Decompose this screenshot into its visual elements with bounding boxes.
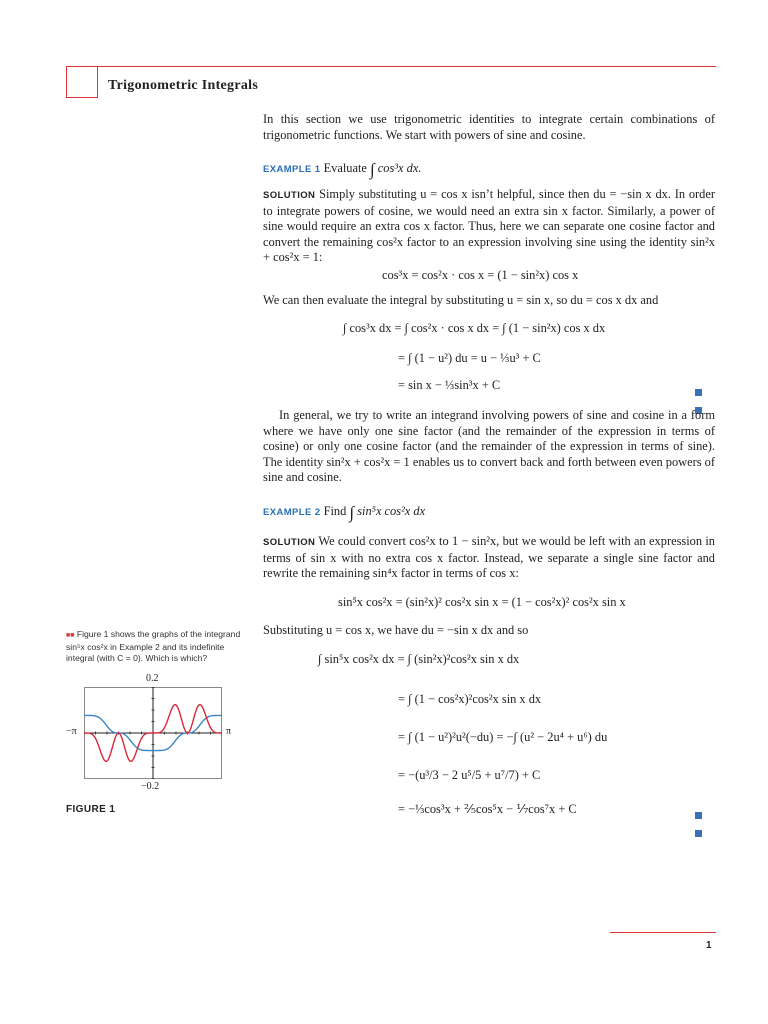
figure-x-left-label: −π: [66, 726, 77, 737]
example2-solution: [263, 534, 715, 582]
solution-label: SOLUTION: [263, 190, 316, 201]
example1-eq-line1: ∫ cos³x dx = ∫ cos²x · cos x dx = ∫ (1 − sin²x) cos x dx: [343, 321, 606, 335]
example2-eq-line2: = ∫ (1 − cos²x)²cos²x sin x dx: [398, 692, 542, 706]
example2-prompt: Find: [323, 504, 347, 518]
figure-y-bottom-label: −0.2: [141, 781, 160, 792]
example1-label: EXAMPLE 1: [263, 164, 321, 175]
example1-solution-text: Simply substituting u = cos x isn’t helpful, since then du = −sin x dx. In order to integrate powers of cosine, we would need an extra sin x factor. Similarly, a power of sine would require an extra cos x factor. Thus, here we can separate one cosine factor and convert the remaining cos²x factor to an expression involving sine using the identity sin²x + cos²x = 1:: [263, 187, 715, 264]
example2-heading: EXAMPLE 2 Find ∫ sin⁵x cos²x dx: [263, 503, 426, 522]
figure-y-top-label: 0.2: [146, 673, 159, 684]
figure-x-right-label: π: [226, 726, 232, 737]
end-of-example-mark: [695, 383, 711, 390]
intro-paragraph: In this section we use trigonometric identities to integrate certain combinations of trigonometric functions. We start with powers of sine and cosine.: [263, 112, 715, 142]
example2-eq-line1: ∫ sin⁵x cos²x dx = ∫ (sin²x)²cos²x sin x dx: [318, 652, 520, 666]
header-rule: [66, 66, 716, 67]
general-paragraph: In general, we try to write an integrand involving powers of sine and cosine in a form where we have only one sine factor (and the remainder of the expression in terms of cosine) or only one cosine factor (and the remainder of the expression in terms of sine). The identity sin²x + cos²x = 1 enables us to convert back and forth between even powers of sine and cosine.: [263, 408, 715, 484]
page-number: 1: [706, 940, 712, 951]
margin-note: [66, 629, 251, 665]
footer-rule: [610, 932, 716, 933]
example1-integrand: cos³x dx.: [377, 161, 422, 175]
example1-solution: [263, 187, 715, 266]
example2-label: EXAMPLE 2: [263, 507, 321, 518]
section-title: Trigonometric Integrals: [108, 78, 259, 93]
example2-integrand: sin⁵x cos²x dx: [357, 504, 426, 518]
example1-eq-line3: = sin x − ⅓sin³x + C: [398, 378, 501, 392]
example1-identity-eq: cos³x = cos²x · cos x = (1 − sin²x) cos x: [382, 268, 579, 282]
note-bullet-icon: ■■: [66, 632, 75, 639]
example1-eq-line2: = ∫ (1 − u²) du = u − ⅓u³ + C: [398, 351, 541, 365]
example2-rewrite-eq: sin⁵x cos²x = (sin²x)² cos²x sin x = (1 − cos²x)² cos²x sin x: [338, 595, 626, 609]
figure-1-plot: [84, 687, 222, 779]
end-of-example-mark-2: [695, 806, 711, 813]
example1-prompt: Evaluate: [323, 161, 367, 175]
header-box: [66, 66, 98, 98]
example2-solution-text: We could convert cos²x to 1 − sin²x, but we would be left with an expression in terms of sin x with no extra cos x factor. Instead, we separate a single sine factor and rewrite the remaining sin⁴x factor in terms of cos x:: [263, 534, 716, 580]
example1-heading: EXAMPLE 1 Evaluate ∫ cos³x dx.: [263, 160, 422, 179]
example2-subst-text: Substituting u = cos x, we have du = −sin x dx and so: [263, 623, 529, 637]
solution-label-2: SOLUTION: [263, 537, 316, 548]
example2-eq-line4: = −(u³/3 − 2 u⁵/5 + u⁷/7) + C: [398, 768, 541, 782]
example2-eq-line5: = −⅓cos³x + ⅖cos⁵x − ⅐cos⁷x + C: [398, 802, 577, 816]
margin-note-text: Figure 1 shows the graphs of the integrand sin⁵x cos²x in Example 2 and its indefinite integral (with C = 0). Which is which?: [66, 629, 241, 663]
example1-then-text: We can then evaluate the integral by substituting u = sin x, so du = cos x dx and: [263, 293, 659, 307]
example2-eq-line3: = ∫ (1 − u²)²u²(−du) = −∫ (u² − 2u⁴ + u⁶) du: [398, 730, 608, 744]
figure-label: FIGURE 1: [66, 804, 116, 815]
